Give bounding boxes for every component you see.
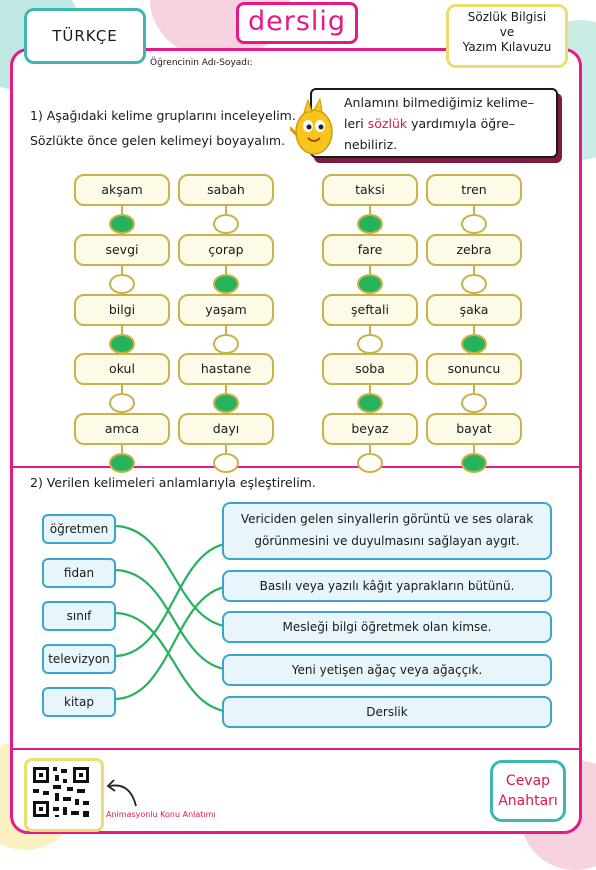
answer-key-line-1: Cevap xyxy=(505,773,551,789)
word-card: amca xyxy=(74,413,170,445)
match-connector xyxy=(114,613,234,712)
tip-highlight: sözlük xyxy=(367,116,408,131)
word-card: beyaz xyxy=(322,413,418,445)
match-meaning[interactable]: Basılı veya yazılı kâğıt yaprakların bütünü. xyxy=(222,570,552,602)
subject-tag: TÜRKÇE xyxy=(24,8,146,64)
match-word[interactable]: fidan xyxy=(42,558,116,588)
match-meaning[interactable]: Mesleği bilgi öğretmek olan kimse. xyxy=(222,611,552,643)
q1-line-2: Sözlükte önce gelen kelimeyi boyayalım. xyxy=(30,133,286,148)
topic-line-1: Sözlük Bilgisi xyxy=(467,10,547,24)
word-card: şeftali xyxy=(322,294,418,326)
word-card: bilgi xyxy=(74,294,170,326)
word-card: sonuncu xyxy=(426,353,522,385)
word-card: akşam xyxy=(74,174,170,206)
word-card: sevgi xyxy=(74,234,170,266)
brand-logo: derslig xyxy=(236,2,358,44)
match-meaning[interactable]: Yeni yetişen ağaç veya ağaççık. xyxy=(222,654,552,686)
q1-line-1: 1) Aşağıdaki kelime gruplarını inceleyelim. xyxy=(30,108,296,123)
topic-line-3: Yazım Kılavuzu xyxy=(462,40,552,54)
student-name-label: Öğrencinin Adı-Soyadı: xyxy=(150,58,253,68)
word-card: taksi xyxy=(322,174,418,206)
arrow-icon xyxy=(100,776,140,810)
word-card: dayı xyxy=(178,413,274,445)
match-word[interactable]: sınıf xyxy=(42,601,116,631)
match-connector xyxy=(114,586,234,699)
match-word[interactable]: televizyon xyxy=(42,644,116,674)
word-card: zebra xyxy=(426,234,522,266)
word-card: çorap xyxy=(178,234,274,266)
word-card: yaşam xyxy=(178,294,274,326)
match-meaning[interactable]: Derslik xyxy=(222,696,552,728)
word-card: hastane xyxy=(178,353,274,385)
match-meaning[interactable]: Vericiden gelen sinyallerin görüntü ve ses olarak görünmesini ve duyulmasını sağlayan aygıt. xyxy=(222,502,552,560)
word-card: fare xyxy=(322,234,418,266)
match-connector xyxy=(114,526,234,627)
word-card: tren xyxy=(426,174,522,206)
topic-line-2: ve xyxy=(499,25,515,39)
match-connector xyxy=(114,570,234,670)
word-card: şaka xyxy=(426,294,522,326)
tip-line-2-start: leri xyxy=(344,116,368,131)
answer-key-line-2: Anahtarı xyxy=(498,793,558,809)
qr-code-icon xyxy=(27,761,95,823)
word-card: sabah xyxy=(178,174,274,206)
q2-title: 2) Verilen kelimeleri anlamlarıyla eşleştirelim. xyxy=(30,475,316,490)
word-card: okul xyxy=(74,353,170,385)
match-word[interactable]: kitap xyxy=(42,687,116,717)
word-card: soba xyxy=(322,353,418,385)
answer-key-button[interactable] xyxy=(490,760,566,822)
qr-code[interactable] xyxy=(24,758,104,832)
tip-line-2-end: yardımıyla öğre– xyxy=(407,116,516,131)
match-connector xyxy=(114,543,234,656)
match-word[interactable]: öğretmen xyxy=(42,514,116,544)
animation-label[interactable]: Animasyonlu Konu Anlatımı xyxy=(106,810,216,819)
word-card: bayat xyxy=(426,413,522,445)
tip-line-3: nebiliriz. xyxy=(344,137,398,152)
tip-line-1: Anlamını bilmediğimiz kelime– xyxy=(344,95,534,110)
